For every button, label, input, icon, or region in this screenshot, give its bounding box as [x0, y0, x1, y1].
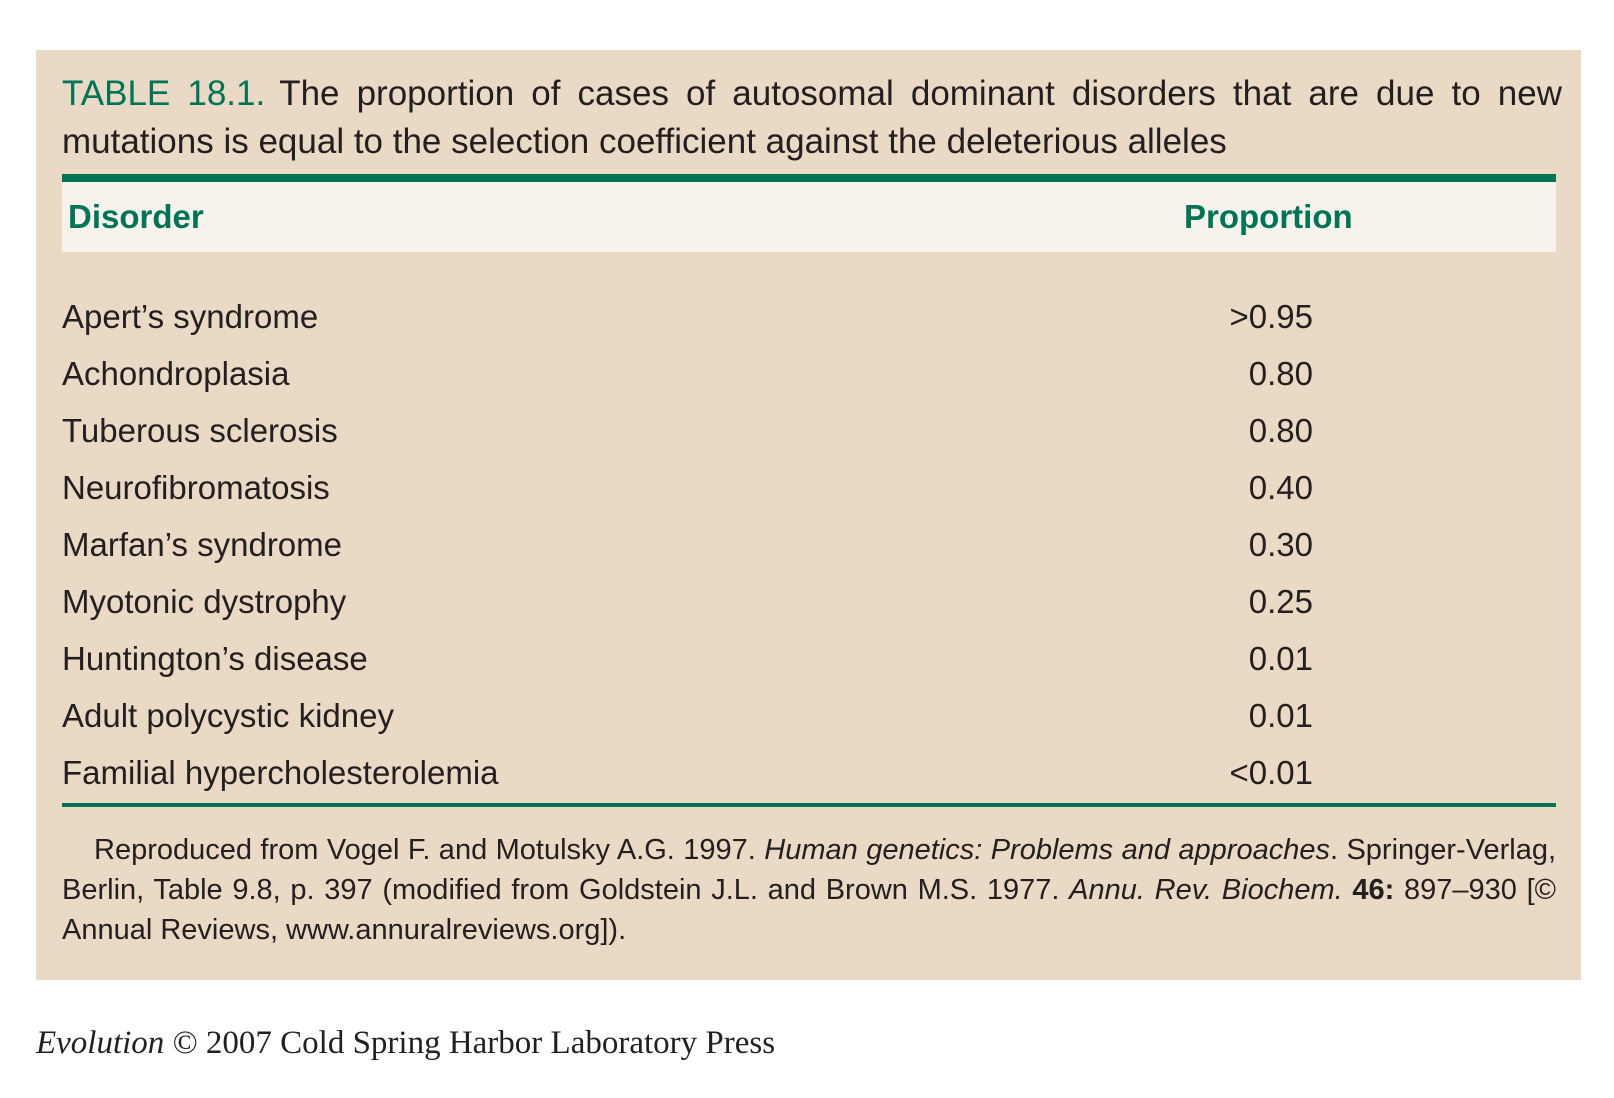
column-header-disorder: Disorder — [68, 198, 204, 235]
table-caption — [62, 70, 1562, 166]
proportion-cell: 0.40 — [1248, 469, 1313, 506]
source-volume: 46: — [1352, 874, 1395, 906]
disorder-cell: Apert’s syndrome — [62, 298, 319, 335]
proportion-cell: 0.30 — [1248, 526, 1313, 563]
disorder-cell: Achondroplasia — [62, 355, 290, 392]
footer-copyright: © 2007 Cold Spring Harbor Laboratory Press — [164, 1025, 776, 1061]
proportion-cell: 0.01 — [1248, 697, 1313, 734]
column-header-proportion: Proportion — [1184, 198, 1353, 235]
table-row — [62, 575, 1556, 632]
proportion-cell: 0.01 — [1248, 640, 1313, 677]
disorder-cell: Familial hypercholesterolemia — [62, 754, 499, 791]
table-row — [62, 746, 1556, 803]
copyright-footer — [36, 1025, 775, 1062]
footer-book-title: Evolution — [36, 1025, 165, 1061]
table-caption-text: The proportion of cases of autosomal dominant disorders that are due to new mutations is equal to the selection coefficient against the deleterious alleles — [62, 74, 1562, 161]
table-row — [62, 518, 1556, 575]
table-header-row — [62, 182, 1556, 252]
table-bottom-rule — [62, 803, 1556, 807]
proportion-cell: 0.25 — [1248, 583, 1313, 620]
disorder-cell: Huntington’s disease — [62, 640, 368, 677]
table-row — [62, 347, 1556, 404]
disorder-cell: Marfan’s syndrome — [62, 526, 343, 563]
table-label: TABLE 18.1. — [62, 74, 266, 113]
table-row — [62, 290, 1556, 347]
source-note — [62, 830, 1556, 950]
proportion-cell: 0.80 — [1248, 355, 1313, 392]
proportion-cell: 0.80 — [1248, 412, 1313, 449]
source-text-1: Reproduced from Vogel F. and Motulsky A.G. 1997. — [94, 834, 765, 866]
table-body — [62, 290, 1556, 803]
proportion-cell: >0.95 — [1229, 298, 1313, 335]
disorder-cell: Adult polycystic kidney — [62, 697, 394, 734]
disorder-cell: Neurofibromatosis — [62, 469, 330, 506]
table-row — [62, 461, 1556, 518]
source-text-2: . Springer-Verlag, Berlin, Table 9.8, p. 397 (modified from Goldstein J.L. and Brown M.S. 1977. — [62, 834, 1557, 906]
table-panel — [36, 50, 1581, 980]
table-top-rule — [62, 174, 1556, 182]
source-text-3: 897–930 [© Annual Reviews, www.annuralreviews.org]). — [62, 874, 1556, 946]
source-journal: Annu. Rev. Biochem. — [1069, 874, 1343, 906]
disorder-cell: Tuberous sclerosis — [62, 412, 338, 449]
table-row — [62, 632, 1556, 689]
source-book-title: Human genetics: Problems and approaches — [764, 834, 1330, 866]
table-row — [62, 404, 1556, 461]
disorder-cell: Myotonic dystrophy — [62, 583, 347, 620]
proportion-cell: <0.01 — [1229, 754, 1313, 791]
table-row — [62, 689, 1556, 746]
